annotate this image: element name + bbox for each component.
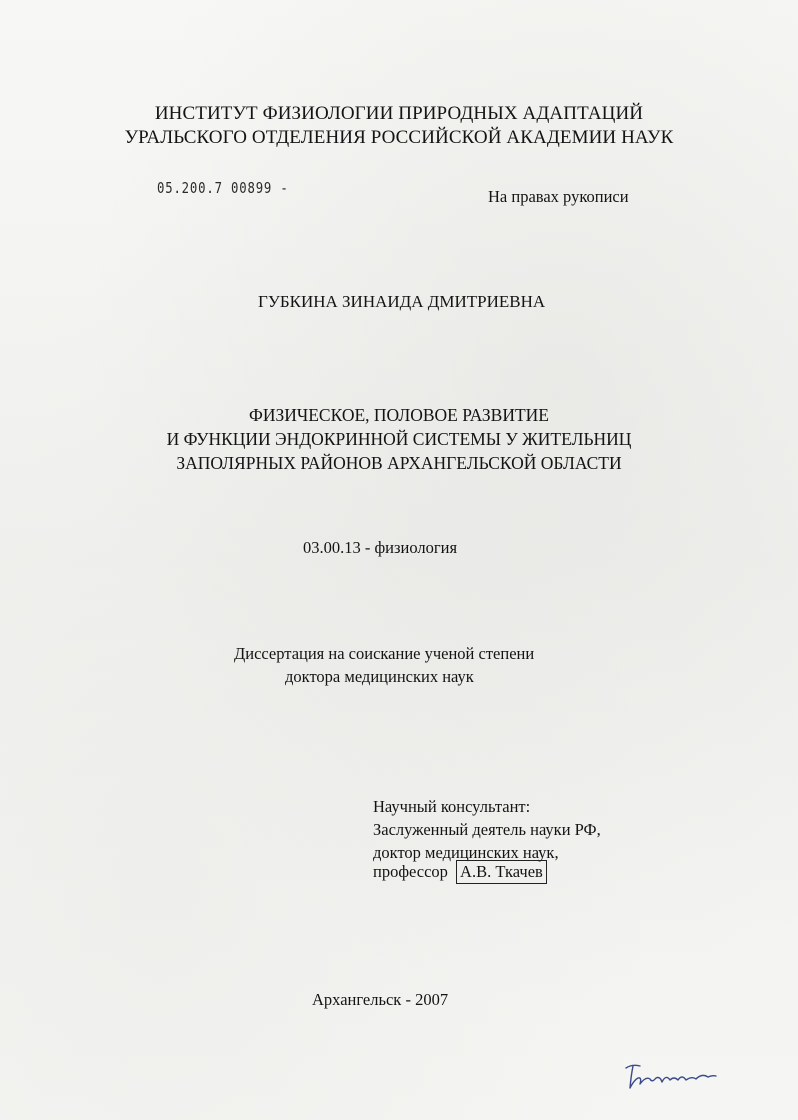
thesis-title-line-1: ФИЗИЧЕСКОЕ, ПОЛОВОЕ РАЗВИТИЕ [249,405,549,425]
place-and-year: Архангельск - 2007 [312,990,449,1009]
manuscript-rights-label: На правах рукописи [488,187,629,206]
thesis-title-line-2: И ФУНКЦИИ ЭНДОКРИННОЙ СИСТЕМЫ У ЖИТЕЛЬНИЦ [166,429,632,449]
specialty-code: 03.00.13 - физиология [303,538,458,557]
institute-line-2: УРАЛЬСКОГО ОТДЕЛЕНИЯ РОССИЙСКОЙ АКАДЕМИИ НАУК [124,127,674,148]
thesis-title-line-3: ЗАПОЛЯРНЫХ РАЙОНОВ АРХАНГЕЛЬСКОЙ ОБЛАСТИ [176,453,622,473]
degree-line-1: Диссертация на соискание ученой степени [234,644,535,663]
institute-line-1: ИНСТИТУТ ФИЗИОЛОГИИ ПРИРОДНЫХ АДАПТАЦИЙ [154,103,644,124]
degree-line-2: доктора медицинских наук [285,667,474,686]
consultant-name: А.В. Ткачев [456,860,547,884]
consultant-position-row [373,864,547,881]
consultant-label: Научный консультант: [373,797,531,816]
consultant-position: профессор [373,862,448,881]
consultant-title-2: доктор медицинских наук, [373,843,559,862]
consultant-title-1: Заслуженный деятель науки РФ, [373,820,601,839]
author-name: ГУБКИНА ЗИНАИДА ДМИТРИЕВНА [258,292,546,311]
handwritten-signature [622,1058,722,1098]
registration-number-stamp: 05.200.7 00899 - [157,179,289,197]
